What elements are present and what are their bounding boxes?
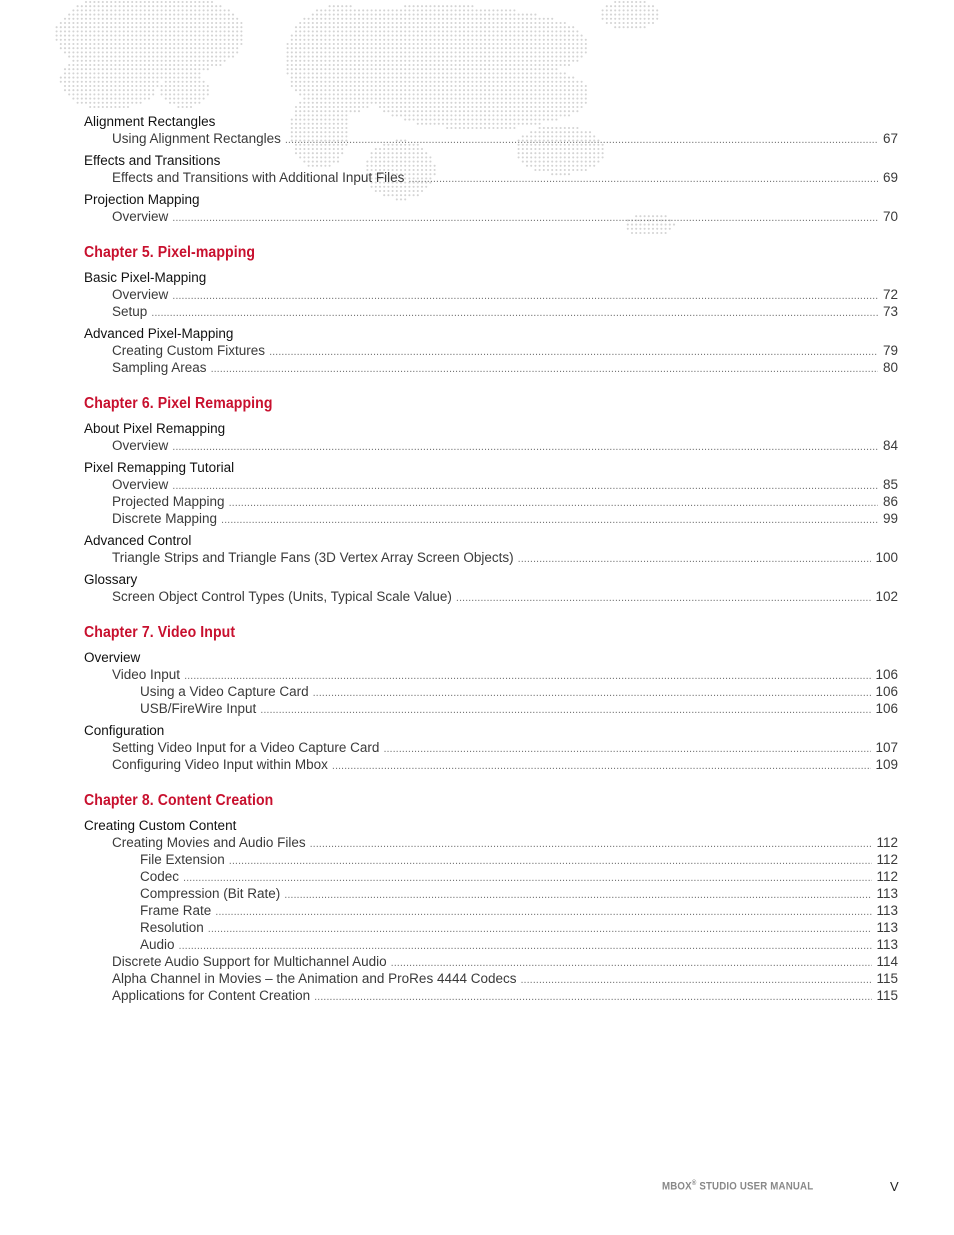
toc-entry-page: 84 [882, 438, 898, 453]
toc-entry-page: 80 [882, 360, 898, 375]
dot-leader [456, 590, 872, 607]
toc-entry-page: 106 [875, 667, 898, 682]
chapter-heading[interactable]: Chapter 6. Pixel Remapping [84, 395, 273, 412]
dot-leader [521, 972, 873, 989]
toc-entry-title: Video Input [112, 667, 181, 682]
toc-entry-title: Overview [112, 477, 169, 492]
toc-entry[interactable] [84, 683, 898, 700]
toc-entry-title: Setting Video Input for a Video Capture Card [112, 740, 380, 755]
toc-entry-title: Discrete Mapping [112, 511, 218, 526]
section-heading[interactable]: Basic Pixel-Mapping [84, 270, 207, 285]
toc-entry[interactable] [84, 437, 898, 454]
toc-entry-title: Overview [112, 438, 169, 453]
section-heading[interactable]: Overview [84, 650, 141, 665]
toc-entry[interactable] [84, 342, 898, 359]
toc-entry-page: 100 [875, 550, 898, 565]
toc-entry-page: 113 [876, 886, 898, 901]
toc-entry-title: Creating Custom Fixtures [112, 343, 266, 358]
toc-entry-page: 113 [876, 937, 898, 952]
dot-leader [518, 551, 872, 568]
dot-leader [229, 853, 873, 870]
toc-entry-page: 106 [875, 684, 898, 699]
dot-leader [183, 870, 872, 887]
section-heading[interactable]: Projection Mapping [84, 192, 200, 207]
toc-entry-title: Projected Mapping [112, 494, 225, 509]
toc-entry[interactable] [84, 756, 898, 773]
toc-entry-title: Screen Object Control Types (Units, Typical Scale Value) [112, 589, 452, 604]
dot-leader [284, 887, 872, 904]
toc-entry[interactable] [84, 700, 898, 717]
dot-leader [383, 741, 871, 758]
toc-entry[interactable] [84, 902, 898, 919]
toc-entry-page: 70 [882, 209, 898, 224]
toc-entry-title: Using Alignment Rectangles [112, 131, 281, 146]
dot-leader [221, 512, 878, 529]
registered-mark: ® [691, 1180, 697, 1187]
toc-entry-title: Audio [140, 937, 175, 952]
toc-entry[interactable] [84, 359, 898, 376]
footer-manual-title [662, 1180, 813, 1193]
section-heading[interactable]: Pixel Remapping Tutorial [84, 460, 235, 475]
footer-brand: MBOX [662, 1180, 692, 1193]
toc-entry[interactable] [84, 588, 898, 605]
toc-entry[interactable] [84, 970, 898, 987]
section-heading[interactable]: Effects and Transitions [84, 153, 221, 168]
toc-entry-title: Creating Movies and Audio Files [112, 835, 306, 850]
toc-entry[interactable] [84, 919, 898, 936]
toc-entry-title: Applications for Content Creation [112, 988, 311, 1003]
footer-manual-name: STUDIO USER MANUAL [696, 1180, 814, 1193]
toc-entry-page: 67 [882, 131, 898, 146]
toc-entry[interactable] [84, 868, 898, 885]
toc-entry-title: File Extension [140, 852, 225, 867]
toc-entry-page: 106 [875, 701, 898, 716]
toc-entry-title: Codec [140, 869, 180, 884]
toc-entry[interactable] [84, 549, 898, 566]
chapter-heading[interactable]: Chapter 5. Pixel-mapping [84, 244, 256, 261]
toc-entry-title: USB/FireWire Input [140, 701, 257, 716]
dot-leader [314, 989, 872, 1006]
section-heading[interactable]: Creating Custom Content [84, 818, 237, 833]
dot-leader [260, 702, 871, 719]
dot-leader [310, 836, 873, 853]
dot-leader [208, 921, 873, 938]
toc-entry-page: 79 [882, 343, 898, 358]
toc-entry-page: 107 [875, 740, 898, 755]
toc-entry[interactable] [84, 953, 898, 970]
toc-entry[interactable] [84, 169, 898, 186]
toc-entry-title: Using a Video Capture Card [140, 684, 309, 699]
toc-entry[interactable] [84, 208, 898, 225]
toc-entry-page: 69 [882, 170, 898, 185]
section-heading[interactable]: About Pixel Remapping [84, 421, 226, 436]
toc-entry[interactable] [84, 286, 898, 303]
toc-entry[interactable] [84, 885, 898, 902]
dot-leader [313, 685, 872, 702]
toc-entry-title: Overview [112, 287, 169, 302]
dot-leader [172, 288, 878, 305]
dot-leader [211, 361, 878, 378]
dot-leader [172, 439, 878, 456]
toc-entry-page: 99 [882, 511, 898, 526]
toc-entry-title: Overview [112, 209, 169, 224]
toc-entry-title: Triangle Strips and Triangle Fans (3D Vertex Array Screen Objects) [112, 550, 514, 565]
toc-entry[interactable] [84, 987, 898, 1004]
toc-entry-title: Effects and Transitions with Additional Input Files [112, 170, 405, 185]
section-heading[interactable]: Glossary [84, 572, 138, 587]
toc-entry[interactable] [84, 834, 898, 851]
toc-entry[interactable] [84, 666, 898, 683]
dot-leader [332, 758, 872, 775]
toc-entry[interactable] [84, 130, 898, 147]
toc-entry-page: 109 [875, 757, 898, 772]
toc-entry-title: Compression (Bit Rate) [140, 886, 281, 901]
toc-entry-title: Alpha Channel in Movies – the Animation and ProRes 4444 Codecs [112, 971, 517, 986]
dot-leader [172, 478, 878, 495]
toc-entry-page: 112 [876, 869, 898, 884]
toc-entry[interactable] [84, 493, 898, 510]
chapter-heading[interactable]: Chapter 7. Video Input [84, 624, 236, 641]
toc-entry-title: Setup [112, 304, 148, 319]
toc-entry-title: Frame Rate [140, 903, 212, 918]
section-heading[interactable]: Advanced Control [84, 533, 192, 548]
section-heading[interactable]: Advanced Pixel-Mapping [84, 326, 234, 341]
dot-leader [172, 210, 878, 227]
dot-leader [215, 904, 872, 921]
toc-entry-page: 114 [876, 954, 898, 969]
toc-entry-page: 113 [876, 903, 898, 918]
dot-leader [408, 171, 878, 188]
toc-entry[interactable] [84, 936, 898, 953]
table-of-contents [84, 108, 898, 1004]
toc-entry-page: 113 [876, 920, 898, 935]
dot-leader [285, 132, 878, 149]
toc-entry-page: 112 [876, 852, 898, 867]
toc-entry-page: 115 [876, 988, 898, 1003]
toc-entry-title: Resolution [140, 920, 204, 935]
toc-entry[interactable] [84, 303, 898, 320]
toc-entry[interactable] [84, 739, 898, 756]
toc-entry[interactable] [84, 851, 898, 868]
toc-entry-page: 102 [875, 589, 898, 604]
toc-entry-page: 73 [882, 304, 898, 319]
footer-page-number: V [890, 1179, 899, 1194]
toc-entry-page: 86 [882, 494, 898, 509]
toc-entry-title: Configuring Video Input within Mbox [112, 757, 328, 772]
section-heading[interactable]: Configuration [84, 723, 165, 738]
toc-entry-title: Sampling Areas [112, 360, 207, 375]
dot-leader [269, 344, 878, 361]
dot-leader [151, 305, 878, 322]
toc-entry-title: Discrete Audio Support for Multichannel Audio [112, 954, 387, 969]
dot-leader [229, 495, 878, 512]
toc-entry-page: 85 [882, 477, 898, 492]
chapter-heading[interactable]: Chapter 8. Content Creation [84, 792, 274, 809]
toc-entry[interactable] [84, 510, 898, 527]
section-heading[interactable]: Alignment Rectangles [84, 114, 216, 129]
toc-entry-page: 115 [876, 971, 898, 986]
toc-entry-page: 72 [882, 287, 898, 302]
toc-entry[interactable] [84, 476, 898, 493]
toc-entry-page: 112 [876, 835, 898, 850]
